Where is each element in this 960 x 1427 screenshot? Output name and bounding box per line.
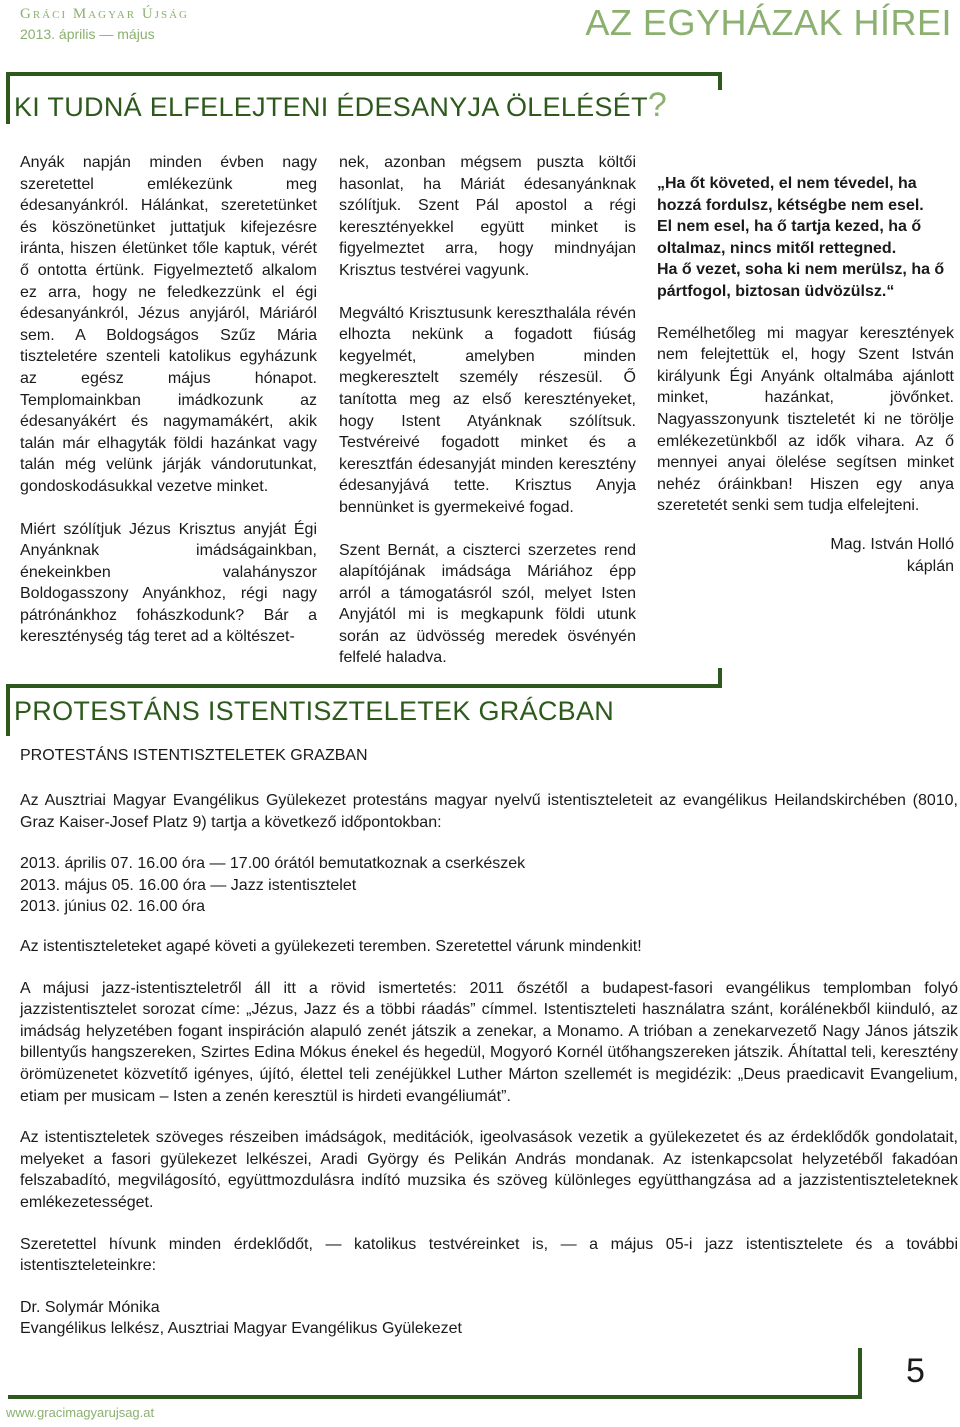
paragraph: Remélhetőleg mi magyar keresztények nem felejtettük el, hogy Szent István királyunk Égi Anyánk oltalmába ajánlott minket, hazánkat, jövőnket. Nagyasszonyunk tiszteletét ki ne törölje emlékezetünkből az idők vihara. Az ő mennyei anyai ölelése segítsen minket nehéz óráinkban! Hiszen egy anya szeretetét senki sem tudja elfelejteni. — [657, 324, 954, 515]
paragraph: Anyák napján minden évben nagy szeretettel emlékezünk meg édesanyánkról. Hálánkat, szeretetünket és köszönetünket juttatjuk kifejezésre iránta, hiszen életünket tőle kaptuk, vérét ő ontotta értünk. Figyelmeztető alkalom ez arra, hogy ne feledkezzünk el égi édesanyánkról, Jézus anyjáról, Máriáról sem. A Boldogságos Szűz Mária tiszteletére szenteli katolikus egyházunk az egész május hónapot. Templomainkban imádkozunk az édesanyákért és nagymamákért, akik talán már elhagyták földi hazánkat vagy talán még velünk járják vándorutunkat, gondoskodásukkal vezetve minket. — [20, 154, 317, 495]
quote-line: „Ha őt követed, el nem tévedel, ha hozzá fordulsz, kétségbe nem esel. — [657, 175, 924, 214]
schedule-item: 2013. június 02. 16.00 óra — [20, 898, 206, 916]
paragraph: Megváltó Krisztusunk kereszthalála révén elhozta nekünk a fogadott fiúság kegyelmét, amelyben minden megkeresztelt személy részesül. Ő tanította meg az első keresztényeket, hogy Istent Atyánknak szólítsuk. Testvéreivé fogadott minket és a keresztfán édesanyját minden keresztény édesanyjává tette. Krisztus Anyja bennünket is gyermekeivé fogad. — [339, 304, 636, 516]
schedule-list — [20, 853, 958, 918]
footer-url: www.gracimagyarujsag.at — [6, 1405, 155, 1420]
quote-line: Ha ő vezet, soha ki nem merülsz, ha ő pártfogol, biztosan üdvözülsz.“ — [657, 261, 945, 300]
quote-line: El nem esel, ha ő tartja kezed, ha ő oltalmaz, nincs mitől rettegned. — [657, 218, 922, 257]
intro-paragraph: Az Ausztriai Magyar Evangélikus Gyülekezet protestáns magyar nyelvű istentiszteleteit az evangélikus Heilandskirchében (8010, Graz Kaiser-Josef Platz 9) tartja a következő időpontokban: — [20, 792, 958, 831]
texts-paragraph: Az istentiszteletek szöveges részeiben imádságok, meditációk, igeolvasások vezetik a gyülekezetet és az érdeklődők gondolatait, melyeket a fasori gyülekezet lelkészei, Aradi György és Pelikán András mondanak. Az istenkapcsolat helyzetéből fakadóan felszabadító, megvilágosító, együttmozdulásra indító muzsika és szöveg különleges együtthangzása ad a jazzistentiszteleteknek emlékezetességet. — [20, 1129, 958, 1211]
paragraph: Miért szólítjuk Jézus Krisztus anyját Égi Anyánknak imádságainkban, énekeinkben valahányszor Boldogasszony Anyánkhoz, régi nagy pátrónánkhoz fohászkodunk? Bár a kereszténység tág teret ad a költészet- — [20, 520, 317, 646]
article1-column-3 — [657, 173, 954, 577]
article2-frame-right — [718, 668, 722, 688]
schedule-item: 2013. május 05. 16.00 óra — Jazz istentisztelet — [20, 876, 357, 894]
invite-paragraph: Szeretettel hívunk minden érdeklődőt, — katolikus testvéreinket is, — a május 05-i jazz istentisztelete és a további istentiszteleteinkre: — [20, 1235, 958, 1275]
page-number-frame-bottom — [8, 1395, 862, 1399]
issue-date: 2013. április — május — [20, 26, 155, 42]
paragraph: Szent Bernát, a ciszterci szerzetes rend alapítójának imádsága Máriához épp arról a támogatásról szól, melyet Isten Anyjától mi is megkapunk földi utunk során az üdvösség meredek ösvényén felfelé haladva. — [339, 541, 636, 667]
signature-name: Mag. István Holló — [830, 535, 954, 553]
article2-frame-left — [6, 684, 10, 736]
jazz-paragraph: A májusi jazz-istentiszteletről áll itt a rövid ismertetés: 2011 őszétől a budapest-fasori evangélikus templomban folyó jazzistentisztelet sorozat címe: „Jézus, Jazz és a többi ráadás” címmel. Istentiszteleti használatra szánt, korálénekből kiinduló, az imádság helyzetében fogant inspiráción alapuló zenét játszik a zenekar, a Monamo. A trióban a zenekarvezető Nagy János játszik billentyűs hangszereken, Szirtes Edina Mókus énekel és hegedül, Mogyoró Kornél ütőhangszereken játszik. Áhítattal teli, keresztény örömüzenetet közvetítő igényes, újító, élettel teli zenéjükkel Luther Márton szellemét is megidézik: „Deus praedicavit Evangelium, etiam per musicam – Isten a zenén keresztül is hirdeti evangéliumát”. — [20, 979, 958, 1105]
article1-column-1 — [20, 152, 317, 669]
article1-frame-left — [6, 72, 10, 124]
signature — [657, 534, 954, 577]
page-number-frame-left — [858, 1348, 862, 1398]
prayer-quote — [657, 173, 954, 303]
author-name: Dr. Solymár Mónika — [20, 1298, 160, 1316]
paragraph: nek, azonban mégsem puszta költői hasonlat, ha Máriát édesanyánknak szólítjuk. Szent Pál apostol a régi keresztényekkel együtt minket is figyelmeztet arra, hogy mindnyájan Krisztus testvérei vagyunk. — [339, 154, 636, 279]
schedule-item: 2013. április 07. 16.00 óra — 17.00 órától bemutatkoznak a cserkészek — [20, 855, 526, 873]
article2-title: PROTESTÁNS ISTENTISZTELETEK GRÁCBAN — [14, 696, 615, 726]
article2-body — [20, 790, 958, 1340]
article1-frame-right — [718, 72, 722, 90]
title-question-mark: ? — [647, 86, 668, 124]
article2-frame-top — [6, 684, 722, 688]
article2-subtitle: PROTESTÁNS ISTENTISZTELETEK GRAZBAN — [20, 747, 368, 764]
article1-column-2 — [339, 152, 636, 690]
agape-paragraph: Az istentiszteleteket agapé követi a gyülekezeti teremben. Szeretettel várunk mindenkit! — [20, 937, 642, 955]
page-number: 5 — [906, 1352, 925, 1390]
article1-frame-top — [6, 72, 722, 76]
author-role: Evangélikus lelkész, Ausztriai Magyar Evangélikus Gyülekezet — [20, 1320, 462, 1338]
article1-title: KI TUDNÁ ELFELEJTENI ÉDESANYJA ÖLELÉSÉT? — [14, 86, 668, 124]
publication-name: Gráci Magyar Újság — [20, 6, 189, 22]
signature-role: káplán — [906, 557, 954, 575]
section-title: AZ EGYHÁZAK HÍREI — [585, 2, 952, 43]
